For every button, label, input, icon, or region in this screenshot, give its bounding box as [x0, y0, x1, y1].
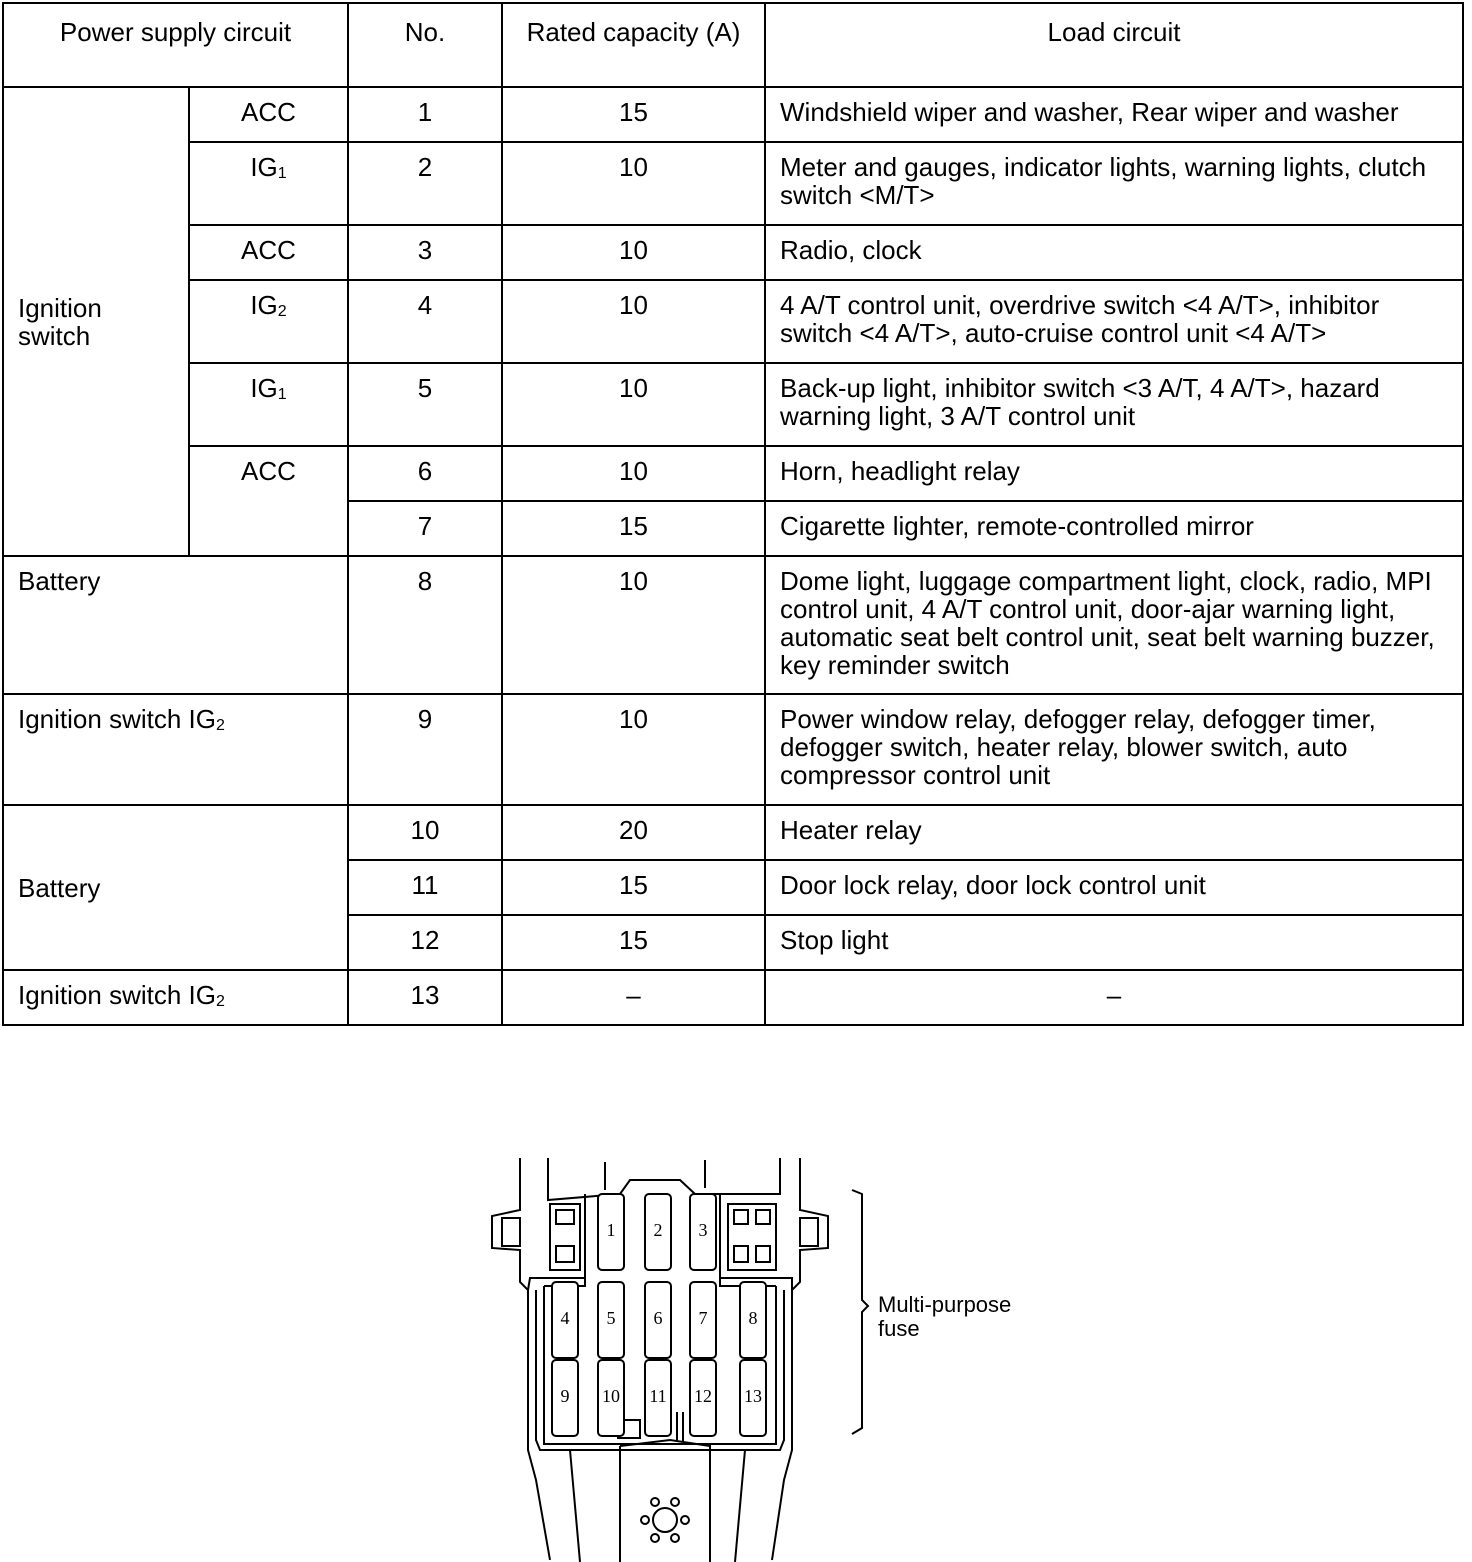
table-row: [3, 970, 1463, 1025]
capacity-cell: 10: [502, 446, 765, 501]
fuse-no-cell: 13: [348, 970, 502, 1025]
table-row: [3, 280, 1463, 363]
fuse-no-cell: 7: [348, 501, 502, 556]
capacity-cell: 15: [502, 860, 765, 915]
load-cell: Door lock relay, door lock control unit: [765, 860, 1463, 915]
capacity-cell: 15: [502, 501, 765, 556]
source-cell: $IG_1$: [189, 142, 348, 225]
fuse-number: 5: [606, 1308, 616, 1328]
fuse-number: 6: [653, 1308, 663, 1328]
fuse-box-outline: [492, 1158, 868, 1562]
load-cell: Dome light, luggage compartment light, clock, radio, MPI control unit, 4 A/T control unit, door-ajar warning light, automatic seat belt control unit, seat belt warning buzzer, key reminder switch: [765, 556, 1463, 694]
fuse-number: 7: [698, 1308, 708, 1328]
fuse-no-cell: 5: [348, 363, 502, 446]
header-row: [3, 3, 1463, 87]
fuse-number: 8: [748, 1308, 758, 1328]
fuse-no-cell: 12: [348, 915, 502, 970]
fuse-table: [2, 2, 1464, 1026]
fuse-number: 13: [744, 1386, 762, 1406]
fuse-number: 2: [653, 1220, 663, 1240]
fuse-no-cell: 6: [348, 446, 502, 501]
capacity-cell: 10: [502, 363, 765, 446]
fuse-number: 12: [694, 1386, 712, 1406]
fuse-no-cell: 10: [348, 805, 502, 860]
table-row: [3, 225, 1463, 280]
load-cell: –: [765, 970, 1463, 1025]
table-row: [3, 694, 1463, 805]
capacity-cell: 10: [502, 694, 765, 805]
capacity-cell: 10: [502, 280, 765, 363]
table-row: [3, 446, 1463, 501]
load-cell: Heater relay: [765, 805, 1463, 860]
capacity-cell: 20: [502, 805, 765, 860]
capacity-cell: 10: [502, 142, 765, 225]
fuse-number: 9: [560, 1386, 570, 1406]
capacity-cell: 10: [502, 225, 765, 280]
group-battery: Battery: [3, 805, 348, 970]
capacity-cell: 15: [502, 87, 765, 142]
fuse-number: 10: [602, 1386, 620, 1406]
fuse-no-cell: 3: [348, 225, 502, 280]
fuse-no-cell: 2: [348, 142, 502, 225]
table-row: [3, 87, 1463, 142]
table-row: [3, 556, 1463, 694]
capacity-cell: 15: [502, 915, 765, 970]
fuse-no-cell: 9: [348, 694, 502, 805]
source-cell: $IG_2$: [189, 280, 348, 363]
fuse-number: 3: [698, 1220, 708, 1240]
load-cell: Back-up light, inhibitor switch <3 A/T, 4 A/T>, hazard warning light, 3 A/T control unit: [765, 363, 1463, 446]
fuse-no-cell: 11: [348, 860, 502, 915]
header-power-supply: Power supply circuit: [3, 3, 348, 87]
load-cell: Windshield wiper and washer, Rear wiper and washer: [765, 87, 1463, 142]
table-row: [3, 805, 1463, 860]
capacity-cell: 10: [502, 556, 765, 694]
table-row: [3, 142, 1463, 225]
fuse-no-cell: 1: [348, 87, 502, 142]
fuse-no-cell: 8: [348, 556, 502, 694]
load-cell: Power window relay, defogger relay, defogger timer, defogger switch, heater relay, blower switch, auto compressor control unit: [765, 694, 1463, 805]
header-load-circuit: Load circuit: [765, 3, 1463, 87]
load-cell: Horn, headlight relay: [765, 446, 1463, 501]
header-no: No.: [348, 3, 502, 87]
table-row: [3, 363, 1463, 446]
load-cell: Meter and gauges, indicator lights, warning lights, clutch switch <M/T>: [765, 142, 1463, 225]
source-cell: $IG_1$: [189, 363, 348, 446]
group-ignition-switch: Ignition switch: [3, 87, 189, 556]
fuse-number: 4: [560, 1308, 570, 1328]
group-ignition-switch-ig2: Ignition switch $IG_2$: [3, 970, 348, 1025]
fuse-no-cell: 4: [348, 280, 502, 363]
source-cell: ACC: [189, 446, 348, 556]
load-cell: Stop light: [765, 915, 1463, 970]
capacity-cell: –: [502, 970, 765, 1025]
fuse-box-diagram: [480, 1150, 1080, 1562]
load-cell: Radio, clock: [765, 225, 1463, 280]
group-ignition-switch-ig2: Ignition switch $IG_2$: [3, 694, 348, 805]
source-cell: ACC: [189, 225, 348, 280]
load-cell: 4 A/T control unit, overdrive switch <4 A/T>, inhibitor switch <4 A/T>, auto-cruise control unit <4 A/T>: [765, 280, 1463, 363]
group-battery: Battery: [3, 556, 348, 694]
load-cell: Cigarette lighter, remote-controlled mirror: [765, 501, 1463, 556]
header-rated-capacity: Rated capacity (A): [502, 3, 765, 87]
source-cell: ACC: [189, 87, 348, 142]
fuse-number: 11: [649, 1386, 667, 1406]
multi-purpose-fuse-label: Multi-purpose fuse: [878, 1292, 1012, 1341]
fuse-number: 1: [606, 1220, 616, 1240]
